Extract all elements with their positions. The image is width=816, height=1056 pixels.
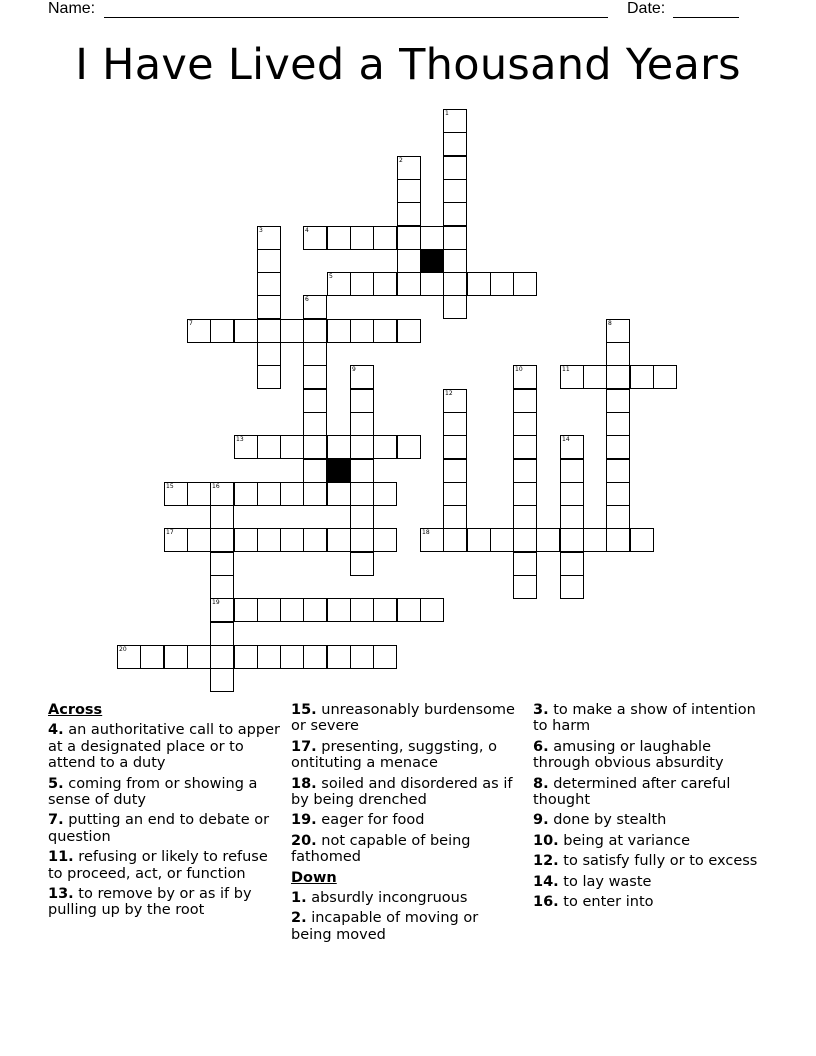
grid-cell[interactable] [606,459,630,483]
grid-cell[interactable] [513,459,537,483]
grid-cell[interactable] [443,156,467,180]
grid-cell[interactable] [257,435,281,459]
grid-cell[interactable] [303,459,327,483]
clue-across-7 [48,812,280,845]
clue-down-3 [533,702,765,735]
clue-down-9 [533,812,765,828]
grid-cell[interactable] [280,598,304,622]
grid-cell[interactable] [257,342,281,366]
clue-down-8 [533,776,765,809]
grid-cell[interactable] [350,598,374,622]
clue-text: amusing or laughable through obvious absurdity [533,738,724,772]
grid-cell[interactable] [606,482,630,506]
grid-cell[interactable] [327,272,351,296]
grid-cell[interactable] [327,482,351,506]
grid-cell[interactable] [443,389,467,413]
grid-cell[interactable] [560,482,584,506]
grid-cell[interactable] [350,459,374,483]
grid-cell[interactable] [350,389,374,413]
grid-cell[interactable] [303,342,327,366]
grid-cell[interactable] [303,365,327,389]
grid-cell[interactable] [164,645,188,669]
grid-cell[interactable] [280,435,304,459]
clue-text: done by stealth [553,812,667,829]
grid-cell[interactable] [327,528,351,552]
clue-across-19 [291,812,523,828]
clue-text: to satisfy fully or to excess [563,853,758,870]
clue-number: 19. [291,812,317,829]
black-square [327,459,351,483]
clues-column-3 [533,702,765,914]
grid-cell[interactable] [350,528,374,552]
grid-cell[interactable] [234,598,258,622]
grid-cell[interactable] [350,272,374,296]
grid-cell[interactable] [303,295,327,319]
clue-number-label: 4 [305,227,309,234]
grid-cell[interactable] [280,645,304,669]
grid-cell[interactable] [443,202,467,226]
clue-down-10 [533,833,765,849]
clue-down-14 [533,874,765,890]
grid-cell[interactable] [140,645,164,669]
grid-cell[interactable] [513,412,537,436]
clue-down-16 [533,894,765,910]
grid-cell[interactable] [560,505,584,529]
grid-cell[interactable] [443,435,467,459]
grid-cell[interactable] [373,435,397,459]
grid-cell[interactable] [513,389,537,413]
grid-cell[interactable] [210,528,234,552]
grid-cell[interactable] [606,505,630,529]
name-blank-line[interactable] [104,17,608,18]
clue-number-label: 3 [259,227,263,234]
grid-cell[interactable] [234,319,258,343]
grid-cell[interactable] [373,598,397,622]
clue-text: incapable of moving or being moved [291,910,479,943]
clue-number-label: 16 [212,483,220,490]
name-label: Name: [48,0,96,17]
clue-across-5 [48,776,280,809]
puzzle-title: I Have Lived a Thousand Years [75,40,741,90]
grid-cell[interactable] [327,598,351,622]
clue-number-label: 19 [212,599,220,606]
grid-cell[interactable] [350,319,374,343]
grid-cell[interactable] [210,552,234,576]
grid-cell[interactable] [257,645,281,669]
clue-number: 7. [48,812,64,829]
grid-cell[interactable] [606,412,630,436]
grid-cell[interactable] [373,272,397,296]
grid-cell[interactable] [164,482,188,506]
clue-number: 13. [48,886,74,903]
grid-cell[interactable] [350,226,374,250]
grid-cell[interactable] [210,598,234,622]
grid-cell[interactable] [513,482,537,506]
clue-number: 16. [533,894,559,911]
grid-cell[interactable] [257,319,281,343]
clue-number: 9. [533,812,549,829]
grid-cell[interactable] [234,435,258,459]
clue-across-18 [291,776,523,809]
clue-number-label: 17 [166,529,174,536]
grid-cell[interactable] [606,342,630,366]
grid-cell[interactable] [443,249,467,273]
clue-number-label: 13 [236,436,244,443]
grid-cell[interactable] [513,528,537,552]
grid-cell[interactable] [210,319,234,343]
grid-cell[interactable] [280,528,304,552]
grid-cell[interactable] [397,179,421,203]
grid-cell[interactable] [420,598,444,622]
clue-text: coming from or showing a sense of duty [48,775,258,809]
grid-cell[interactable] [350,412,374,436]
grid-cell[interactable] [397,319,421,343]
grid-cell[interactable] [443,179,467,203]
grid-cell[interactable] [327,226,351,250]
grid-cell[interactable] [443,272,467,296]
clue-text: refusing or likely to refuse to proceed, act, or function [48,849,268,882]
grid-cell[interactable] [117,645,141,669]
clue-text: to remove by or as if by pulling up by the root [48,886,252,919]
grid-cell[interactable] [536,528,560,552]
grid-cell[interactable] [397,156,421,180]
grid-cell[interactable] [420,226,444,250]
grid-cell[interactable] [606,365,630,389]
grid-cell[interactable] [280,482,304,506]
clue-number: 5. [48,775,64,792]
grid-cell[interactable] [630,365,654,389]
grid-cell[interactable] [373,226,397,250]
grid-cell[interactable] [164,528,188,552]
black-square [420,249,444,273]
grid-cell[interactable] [327,645,351,669]
grid-cell[interactable] [257,272,281,296]
clue-number: 10. [533,832,559,849]
grid-cell[interactable] [490,528,514,552]
grid-cell[interactable] [420,272,444,296]
clue-number: 17. [291,738,317,755]
clue-number: 1. [291,890,307,907]
grid-cell[interactable] [234,528,258,552]
clue-text: not capable of being fathomed [291,832,471,866]
grid-cell[interactable] [606,389,630,413]
grid-cell[interactable] [303,319,327,343]
grid-cell[interactable] [443,505,467,529]
grid-cell[interactable] [303,528,327,552]
clue-text: determined after careful thought [533,775,731,809]
grid-cell[interactable] [606,528,630,552]
clue-across-11 [48,849,280,882]
clue-number: 15. [291,702,317,718]
grid-cell[interactable] [303,226,327,250]
clue-number-label: 9 [352,366,356,373]
grid-cell[interactable] [257,226,281,250]
grid-cell[interactable] [513,365,537,389]
clue-number: 8. [533,775,549,792]
grid-cell[interactable] [187,528,211,552]
across-heading: Across [48,702,103,718]
grid-cell[interactable] [420,528,444,552]
clue-number-label: 8 [608,320,612,327]
clue-number: 4. [48,722,64,739]
grid-cell[interactable] [303,389,327,413]
clue-across-17 [291,739,523,772]
grid-cell[interactable] [303,435,327,459]
clue-text: unreasonably burdensome or severe [291,702,515,735]
grid-cell[interactable] [210,645,234,669]
grid-cell[interactable] [606,435,630,459]
grid-cell[interactable] [397,598,421,622]
grid-cell[interactable] [653,365,677,389]
clues-column-2 [291,702,523,947]
grid-cell[interactable] [210,482,234,506]
clue-number-label: 11 [562,366,570,373]
grid-cell[interactable] [350,552,374,576]
clue-number: 6. [533,738,549,755]
clue-number-label: 2 [399,157,403,164]
grid-cell[interactable] [560,528,584,552]
grid-cell[interactable] [187,482,211,506]
clues-column-1 [48,702,280,923]
grid-cell[interactable] [280,319,304,343]
clue-text: an authoritative call to apper at a designated place or to attend to a duty [48,722,280,772]
clue-text: putting an end to debate or question [48,812,270,845]
clue-text: being at variance [563,832,691,849]
grid-cell[interactable] [490,272,514,296]
grid-cell[interactable] [373,645,397,669]
grid-cell[interactable] [443,459,467,483]
clue-number-label: 14 [562,436,570,443]
grid-cell[interactable] [210,575,234,599]
grid-cell[interactable] [560,365,584,389]
grid-cell[interactable] [560,459,584,483]
grid-cell[interactable] [327,435,351,459]
grid-cell[interactable] [583,365,607,389]
clue-number-label: 6 [305,296,309,303]
date-label: Date: [627,0,666,17]
grid-cell[interactable] [210,668,234,692]
grid-cell[interactable] [257,249,281,273]
clue-across-20 [291,833,523,866]
grid-cell[interactable] [187,319,211,343]
grid-cell[interactable] [443,295,467,319]
clue-number-label: 1 [445,110,449,117]
clue-number-label: 20 [119,646,127,653]
clue-number: 3. [533,702,549,718]
clue-number-label: 18 [422,529,430,536]
date-blank-line[interactable] [673,17,739,18]
grid-cell[interactable] [630,528,654,552]
clue-text: soiled and disordered as if by being drenched [291,775,513,809]
grid-cell[interactable] [303,412,327,436]
grid-cell[interactable] [397,272,421,296]
grid-cell[interactable] [373,482,397,506]
grid-cell[interactable] [397,226,421,250]
grid-cell[interactable] [350,645,374,669]
grid-cell[interactable] [443,412,467,436]
grid-cell[interactable] [350,505,374,529]
grid-cell[interactable] [397,435,421,459]
grid-cell[interactable] [373,319,397,343]
clue-number: 14. [533,873,559,890]
clue-number: 20. [291,832,317,849]
clue-down-2 [291,910,523,943]
clue-text: to lay waste [563,873,652,890]
grid-cell[interactable] [257,482,281,506]
clue-number: 12. [533,853,559,870]
clue-number: 18. [291,775,317,792]
grid-cell[interactable] [606,319,630,343]
grid-cell[interactable] [513,505,537,529]
clue-across-4 [48,722,280,771]
grid-cell[interactable] [443,132,467,156]
grid-cell[interactable] [397,249,421,273]
clue-text: absurdly incongruous [311,890,468,907]
clue-number-label: 10 [515,366,523,373]
grid-cell[interactable] [257,528,281,552]
grid-cell[interactable] [187,645,211,669]
grid-cell[interactable] [350,482,374,506]
grid-cell[interactable] [210,505,234,529]
grid-cell[interactable] [443,482,467,506]
grid-cell[interactable] [443,226,467,250]
grid-cell[interactable] [467,528,491,552]
grid-cell[interactable] [327,319,351,343]
grid-cell[interactable] [513,435,537,459]
grid-cell[interactable] [467,272,491,296]
grid-cell[interactable] [560,575,584,599]
grid-cell[interactable] [210,622,234,646]
grid-cell[interactable] [513,575,537,599]
clue-number-label: 15 [166,483,174,490]
grid-cell[interactable] [257,598,281,622]
grid-cell[interactable] [303,645,327,669]
header-line [0,0,816,22]
clue-number: 11. [48,849,74,866]
grid-cell[interactable] [350,365,374,389]
clue-text: eager for food [321,812,425,829]
grid-cell[interactable] [234,645,258,669]
clue-number-label: 12 [445,390,453,397]
grid-cell[interactable] [513,552,537,576]
clue-number-label: 7 [189,320,193,327]
clue-down-12 [533,853,765,869]
clue-number: 2. [291,910,307,927]
grid-cell[interactable] [350,435,374,459]
clue-across-13 [48,886,280,919]
clue-across-15 [291,702,523,735]
grid-cell[interactable] [257,295,281,319]
grid-cell[interactable] [560,552,584,576]
grid-cell[interactable] [257,365,281,389]
grid-cell[interactable] [560,435,584,459]
grid-cell[interactable] [583,528,607,552]
clue-text: to enter into [563,894,654,911]
grid-cell[interactable] [397,202,421,226]
grid-cell[interactable] [513,272,537,296]
clue-down-1 [291,890,523,906]
clue-text: presenting, suggsting, o ontituting a menace [291,738,497,772]
grid-cell[interactable] [443,109,467,133]
clue-down-6 [533,739,765,772]
clue-number-label: 5 [329,273,333,280]
clue-text: to make a show of intention to harm [533,702,756,735]
grid-cell[interactable] [303,482,327,506]
grid-cell[interactable] [234,482,258,506]
grid-cell[interactable] [303,598,327,622]
grid-cell[interactable] [443,528,467,552]
grid-cell[interactable] [373,528,397,552]
down-heading: Down [291,869,337,886]
